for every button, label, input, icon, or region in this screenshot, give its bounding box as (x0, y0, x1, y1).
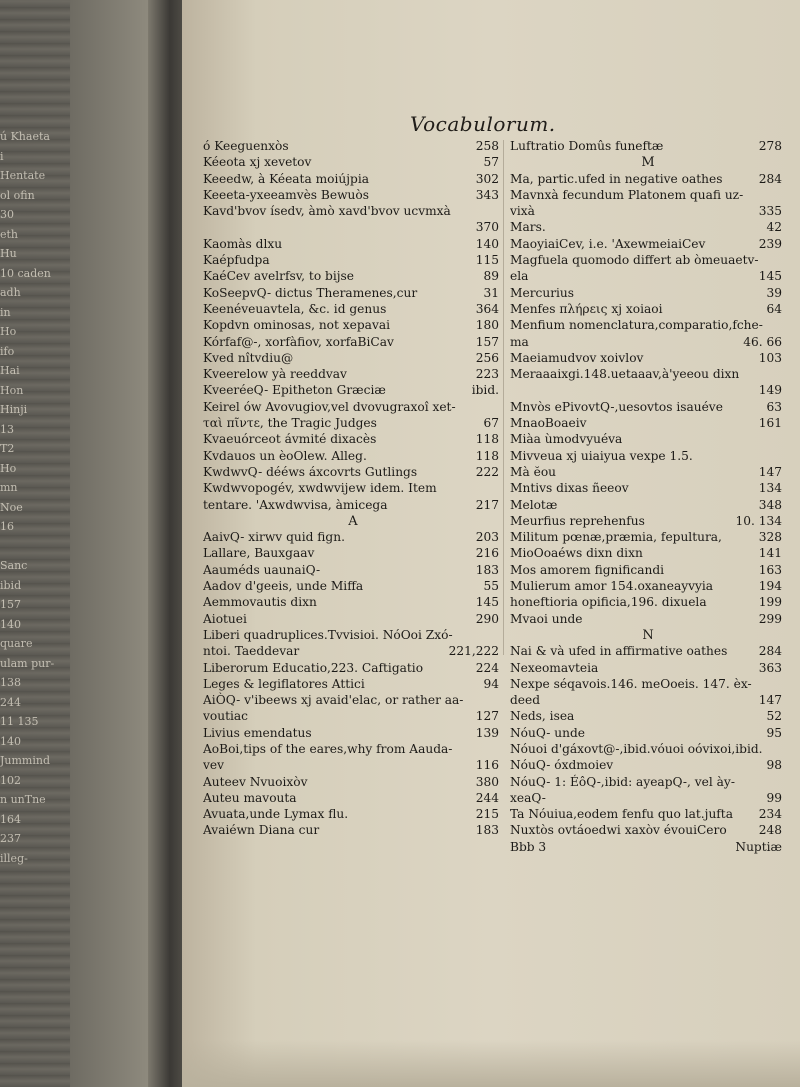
page-reference: 256 (475, 350, 499, 365)
index-column-left (203, 138, 503, 839)
page-reference: 244 (475, 790, 499, 805)
index-entry (510, 692, 786, 708)
page-reference: 364 (475, 301, 499, 316)
facing-page-fragment: 157 (0, 598, 21, 611)
index-entry (203, 692, 503, 708)
facing-page-fragment: ibid (0, 578, 22, 592)
index-entry (510, 268, 786, 284)
entry-text: NóuQ- óxdmoiev (510, 758, 614, 773)
entry-text: Aauméds uaunaiQ- (203, 562, 321, 577)
index-entry (510, 660, 786, 676)
index-entry (203, 252, 503, 268)
entry-text: Mntivs dixas ñeeov (510, 481, 629, 496)
index-entry (203, 676, 503, 692)
entry-text: Liberi quadruplices.Tvvisioi. NóOoi Zxó- (203, 627, 453, 642)
facing-page-fragment: n unTne (0, 793, 46, 806)
index-entry (510, 415, 786, 431)
page-reference: 217 (475, 497, 499, 512)
entry-text: Keeeta-yxeeamvès Bewuòs (203, 187, 369, 202)
page-reference: 149 (758, 383, 782, 398)
entry-text: tentare. 'Axwdwvisa, àmicega (203, 497, 388, 512)
entry-text: Menfes πλήρεις xj xoiaoi (510, 301, 663, 316)
facing-page-fragment: in (0, 305, 11, 319)
entry-text: Kwdwvopogév, xwdwvijew idem. Item (203, 481, 437, 496)
index-entry (203, 464, 503, 480)
entry-text: Livius emendatus (203, 725, 312, 740)
facing-page-fragment: Hon (0, 383, 24, 397)
page-reference: 95 (766, 725, 782, 740)
index-entry (203, 448, 503, 464)
entry-text: Nuxtòs ovtáoedwi xaxòv évouiCero (510, 823, 727, 838)
index-entry (510, 806, 786, 822)
entry-text: Maeiamudvov xoivlov (510, 350, 644, 365)
entry-text: Bbb 3 (510, 839, 547, 854)
index-entry (203, 611, 503, 627)
index-entry (510, 448, 786, 464)
facing-page-fragment: Ho (0, 325, 17, 338)
index-entry (510, 741, 786, 757)
index-entry (510, 708, 786, 724)
index-entry (203, 627, 503, 643)
entry-text: Ma, partic.ufed in negative oathes (510, 171, 723, 186)
entry-text: Kaomàs dlxu (203, 236, 283, 251)
page-reference: 147 (758, 693, 782, 708)
index-entry (510, 594, 786, 610)
page-reference: 258 (475, 139, 499, 153)
page-reference: 199 (758, 595, 782, 610)
index-entry (510, 219, 786, 235)
page-reference: 299 (758, 611, 782, 626)
index-entry (510, 545, 786, 561)
page-reference: ibid. (471, 383, 499, 398)
entry-text: Mars. (510, 220, 546, 235)
index-entry (510, 578, 786, 594)
index-entry (203, 415, 503, 431)
index-entry (203, 203, 503, 219)
index-entry (203, 350, 503, 366)
entry-text: deed (510, 693, 541, 708)
entry-text: N (642, 627, 654, 643)
entry-text: Melotæ (510, 497, 558, 512)
index-entry (510, 382, 786, 398)
index-entry (203, 268, 503, 284)
index-entry (510, 350, 786, 366)
page-reference: 183 (475, 562, 499, 577)
page-reference: 89 (483, 269, 499, 284)
page-reference: 115 (475, 253, 499, 268)
page-reference: 116 (475, 758, 499, 773)
page-title: Vocabulorum. (410, 112, 556, 136)
page-reference: 103 (758, 350, 782, 365)
entry-text: Liberorum Educatio,223. Caftigatio (203, 660, 424, 675)
index-entry (203, 480, 503, 496)
facing-page-fragment: 164 (0, 812, 21, 826)
entry-text: Mavnxà fecundum Platonem quafi uz- (510, 187, 744, 202)
index-entry (510, 725, 786, 741)
entry-text: KaéCev avelrfsv, to bijse (203, 269, 354, 284)
index-entry (203, 741, 503, 757)
column-divider (503, 140, 504, 655)
page-reference: 118 (475, 448, 499, 463)
page-reference: 139 (475, 725, 499, 740)
index-entry (510, 676, 786, 692)
section-letter (510, 154, 786, 170)
page-reference: 163 (758, 562, 782, 577)
entry-text: ma (510, 334, 529, 349)
entry-text: Militum pœnæ,præmia, fepultura, (510, 530, 722, 545)
page-footer (510, 839, 786, 855)
index-entry (203, 219, 503, 235)
page-reference: 215 (475, 807, 499, 822)
page-reference: 99 (766, 790, 782, 805)
facing-page-fragment: i (0, 149, 4, 163)
index-entry (510, 187, 786, 203)
facing-page-fragment: ifo (0, 344, 15, 358)
entry-text: AaivQ- xirwv quid fign. (203, 530, 345, 545)
entry-text: AiÒQ- v'ibeews xj avaid'elac, or rather aa- (203, 693, 464, 708)
entry-text: Kaépfudpa (203, 253, 270, 268)
entry-text: Keeedw, à Kéeata moiújpia (203, 171, 369, 186)
facing-page-fragment: 244 (0, 695, 21, 709)
entry-text: Kvaeuórceot ávmité dixacès (203, 432, 377, 447)
facing-page-fragment: ulam pur- (0, 656, 55, 670)
index-entry (510, 285, 786, 301)
entry-text: Ta Nóuiua,eodem fenfu quo lat.jufta (510, 807, 733, 822)
page-reference: 52 (766, 709, 782, 724)
entry-text: Mivveua xj uiaiyua vexpe 1.5. (510, 448, 693, 463)
index-entry (510, 822, 786, 838)
index-column-right (510, 138, 786, 855)
index-entry (203, 171, 503, 187)
page-reference: 67 (483, 416, 499, 431)
page-reference: 370 (475, 220, 499, 235)
page-reference: 94 (483, 676, 499, 691)
entry-text: Kórfaf@-, xorfàfiov, xorfaBiCav (203, 334, 394, 349)
entry-text: Meurfius reprehenfus (510, 513, 645, 528)
entry-text: Leges & legiflatores Attici (203, 676, 365, 691)
index-entry (510, 366, 786, 382)
facing-page-fragment: adh (0, 286, 21, 299)
entry-text: AoBoi,tips of the eares,why from Aauda- (203, 741, 453, 756)
index-entry (203, 822, 503, 838)
page-reference: 161 (758, 416, 782, 431)
section-letter (510, 627, 786, 643)
entry-text: vev (203, 758, 224, 773)
page-reference: 328 (758, 530, 782, 545)
entry-text: Nexpe séqavois.146. meOoeis. 147. èx- (510, 676, 752, 691)
entry-text: M (641, 155, 655, 171)
facing-page-fragment: 138 (0, 676, 21, 689)
page-reference: 335 (758, 204, 782, 219)
index-entry (203, 334, 503, 350)
index-entry (203, 594, 503, 610)
facing-page-fragment: 140 (0, 734, 21, 748)
index-entry (203, 154, 503, 170)
entry-text: Meraaaixgi.148.uetaaav,à'yeeou dixn (510, 367, 740, 382)
index-entry (203, 708, 503, 724)
facing-page-fragment: 30 (0, 208, 14, 221)
entry-text: MioOoaéws dixn dixn (510, 546, 643, 561)
page-reference: 222 (475, 464, 499, 479)
page-reference: 216 (475, 546, 499, 561)
index-entry (203, 725, 503, 741)
entry-text: ταὶ πῖντε, the Tragic Judges (203, 416, 377, 431)
page-reference: 183 (475, 823, 499, 838)
index-entry (510, 138, 786, 154)
entry-text: Mnvòs ePivovtQ-,uesovtos isauéve (510, 399, 723, 414)
index-entry (203, 578, 503, 594)
page-reference: 98 (766, 758, 782, 773)
page-reference: 221,222 (448, 644, 499, 659)
index-entry (510, 643, 786, 659)
entry-text: KoSeepvQ- dictus Theramenes,cur (203, 285, 418, 300)
entry-text: Luftratio Domûs funeftæ (510, 139, 664, 153)
entry-text: Auteu mavouta (203, 790, 297, 805)
facing-page-fragment: ú Khaeta (0, 130, 50, 143)
entry-text: Mvaoi unde (510, 611, 583, 626)
entry-text: Mà ĕou (510, 464, 557, 479)
index-entry (510, 317, 786, 333)
entry-text: Kvdauos un èoOlew. Alleg. (203, 448, 367, 463)
facing-page-fragment: 13 (0, 422, 14, 436)
page-reference: 363 (758, 660, 782, 675)
page-reference: 141 (758, 546, 782, 561)
page-reference: 343 (475, 187, 499, 202)
entry-text: Kopdvn ominosas, not xepavai (203, 318, 390, 333)
facing-page-fragment: T2 (0, 442, 15, 455)
page-reference: 39 (766, 285, 782, 300)
entry-text: Kveerelow yà reeddvav (203, 367, 347, 382)
index-entry (203, 806, 503, 822)
entry-text: Nai & và ufed in affirmative oathes (510, 644, 728, 659)
facing-page-fragment: illeg- (0, 851, 28, 865)
index-entry (510, 513, 786, 529)
index-entry (510, 757, 786, 773)
page-reference: 284 (758, 171, 782, 186)
page-reference: 147 (758, 464, 782, 479)
facing-page-fragment: quare (0, 637, 33, 650)
index-entry (510, 236, 786, 252)
facing-page-fragment: Hai (0, 364, 20, 377)
page-reference: 380 (475, 774, 499, 789)
entry-text: Avuata,unde Lymax flu. (203, 807, 349, 822)
page-reference: 145 (758, 269, 782, 284)
page-reference: 134 (758, 481, 782, 496)
index-entry (203, 774, 503, 790)
page-reference: 203 (475, 530, 499, 545)
index-entry (203, 301, 503, 317)
facing-page-fragment: Hentate (0, 169, 46, 182)
entry-text: A (348, 513, 358, 529)
page-reference: 31 (483, 285, 499, 300)
entry-text: honeftioria opificia,196. dixuela (510, 595, 707, 610)
index-entry (203, 138, 503, 154)
page-reference: 290 (475, 611, 499, 626)
index-entry (203, 431, 503, 447)
index-entry (203, 382, 503, 398)
index-entry (203, 187, 503, 203)
entry-text: Keirel ów Avovugiov,vel dvovugraxoî xet- (203, 399, 456, 414)
facing-page-fragment: 140 (0, 617, 21, 631)
page-reference: 284 (758, 644, 782, 659)
page-reference: 127 (475, 709, 499, 724)
facing-page-fragment: Jummind (0, 754, 50, 767)
facing-page-fragment: Ho (0, 461, 17, 475)
page-reference: 64 (766, 301, 782, 316)
page-reference: 42 (766, 220, 782, 235)
entry-text: Keenéveuavtela, &c. id genus (203, 301, 387, 316)
entry-text: ntoi. Taeddevar (203, 644, 300, 659)
index-entry (203, 545, 503, 561)
entry-text: Mercurius (510, 285, 575, 300)
entry-text: Magfuela quomodo differt ab òmeuaetv- (510, 253, 759, 268)
entry-text: Aiotuei (203, 611, 247, 626)
page-reference: 248 (758, 823, 782, 838)
entry-text: Lallare, Bauxgaav (203, 546, 315, 561)
entry-text: ela (510, 269, 529, 284)
entry-text: MaoyiaiCev, i.e. 'AxewmeiaiCev (510, 236, 706, 251)
page-reference: 348 (758, 497, 782, 512)
index-entry (203, 285, 503, 301)
facing-page-fragments (0, 130, 58, 1070)
facing-page-fragment: Hu (0, 247, 17, 260)
index-entry (203, 790, 503, 806)
index-entry (510, 431, 786, 447)
entry-text: xeaQ- (510, 790, 546, 805)
index-entry (510, 203, 786, 219)
facing-page-fragment: ol ofin (0, 188, 35, 202)
page-reference: 194 (758, 579, 782, 594)
index-entry (203, 399, 503, 415)
page-reference: 180 (475, 318, 499, 333)
index-entry (510, 334, 786, 350)
index-entry (203, 660, 503, 676)
index-entry (203, 643, 503, 659)
facing-page-fragment: eth (0, 227, 19, 241)
page-reference: 118 (475, 432, 499, 447)
index-entry (203, 562, 503, 578)
index-entry (203, 757, 503, 773)
page-reference: 57 (483, 155, 499, 170)
entry-text: Nóuoi d'gáxovt@-,ibid.vóuoi oóvixoi,ibid. (510, 741, 763, 756)
entry-text: Mulierum amor 154.oxaneayvyia (510, 579, 714, 594)
index-entry (510, 399, 786, 415)
index-entry (203, 317, 503, 333)
page-reference: 140 (475, 236, 499, 251)
entry-text: NóuQ- 1: ÉôQ-,ibid: ayeapQ-, vel ày- (510, 774, 735, 789)
entry-text: Aemmovautis dixn (203, 595, 317, 610)
entry-text: Avaiéwn Diana cur (203, 823, 320, 838)
index-entry (510, 562, 786, 578)
index-entry (510, 497, 786, 513)
index-entry (203, 366, 503, 382)
entry-text: Kavd'bvov ísedv, àmò xavd'bvov ucvmxà (203, 204, 451, 219)
page-bottom-shade (182, 1040, 800, 1087)
facing-page-fragment: Sanc (0, 559, 28, 572)
page-reference: 55 (483, 579, 499, 594)
page-reference: 234 (758, 807, 782, 822)
index-entry (510, 464, 786, 480)
page-reference: 157 (475, 334, 499, 349)
entry-text: Miàa ùmodvyuéva (510, 432, 623, 447)
page-reference: 224 (475, 660, 499, 675)
page-reference: 278 (758, 139, 782, 153)
catchword: Nuptiæ (735, 839, 782, 854)
facing-page-fragment: 10 caden (0, 266, 51, 280)
entry-text: Aadov d'geeis, unde Miffa (203, 579, 364, 594)
index-entry (203, 236, 503, 252)
page-reference: 239 (758, 236, 782, 251)
entry-text: NóuQ- unde (510, 725, 585, 740)
index-entry (510, 529, 786, 545)
entry-text: Menfium nomenclatura,comparatio,fche- (510, 318, 763, 333)
facing-page-fragment: 102 (0, 773, 21, 787)
entry-text: Kéeota xj xevetov (203, 155, 312, 170)
index-entry (510, 252, 786, 268)
page-reference: 302 (475, 171, 499, 186)
index-entry (510, 774, 786, 790)
index-entry (203, 529, 503, 545)
entry-text: Nexeomavteia (510, 660, 599, 675)
page-reference: 63 (766, 399, 782, 414)
index-entry (510, 480, 786, 496)
entry-text: voutiac (203, 709, 248, 724)
index-entry (510, 790, 786, 806)
entry-text: KveeréeQ- Epitheton Græciæ (203, 383, 386, 398)
page-reference: 223 (475, 367, 499, 382)
entry-text: KwdwvQ- dééws áxcovrts Gutlings (203, 464, 418, 479)
page-reference: 10. 134 (735, 513, 782, 528)
index-entry (203, 497, 503, 513)
entry-text: Neds, isea (510, 709, 575, 724)
facing-page-fragment (0, 540, 58, 560)
facing-page-fragment: 16 (0, 520, 14, 533)
entry-text: Mos amorem fignificandi (510, 562, 665, 577)
entry-text: vixà (510, 204, 535, 219)
entry-text: Auteev Nvuoixòv (203, 774, 308, 789)
facing-page-fragment: Hinji (0, 403, 28, 416)
index-entry (510, 171, 786, 187)
index-entry (510, 301, 786, 317)
index-entry (510, 611, 786, 627)
facing-page-fragment: mn (0, 481, 18, 494)
entry-text: MnaoBoaeiv (510, 416, 587, 431)
facing-page-fragment: 237 (0, 832, 21, 845)
entry-text: Kved nîtvdiu@ (203, 350, 294, 365)
page-reference: 46. 66 (743, 334, 782, 349)
entry-text: ó Keeguenxòs (203, 139, 289, 153)
facing-page-fragment: 11 135 (0, 715, 39, 728)
page-reference: 145 (475, 595, 499, 610)
facing-page-fragment: Noe (0, 500, 23, 514)
section-letter (203, 513, 503, 529)
